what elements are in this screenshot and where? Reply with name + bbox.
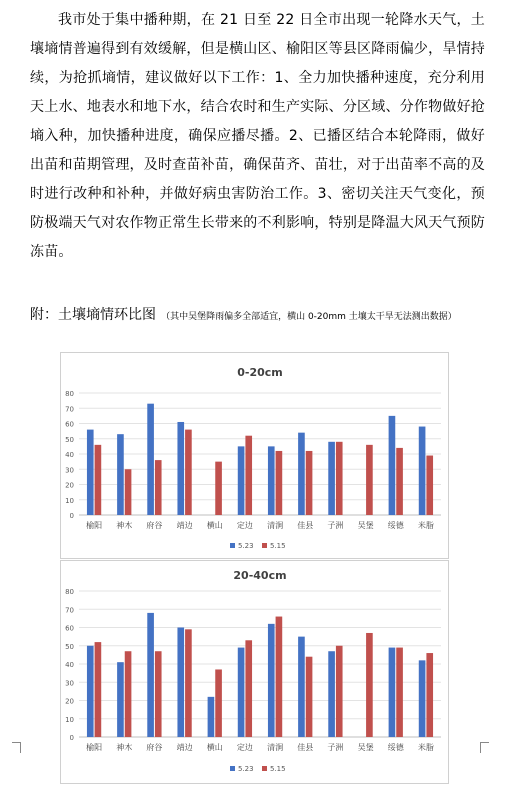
y-tick-label: 20 [65,481,74,490]
bar-5.15-横山 [215,669,222,737]
x-tick-label: 神木 [116,743,133,752]
bar-5.15-吴堡 [366,445,373,515]
legend-label: 5.23 [238,765,254,773]
chart-title: 20-40cm [233,569,287,582]
y-tick-label: 10 [65,715,74,724]
bar-5.23-米脂 [419,427,426,515]
x-tick-label: 绥德 [387,743,404,752]
bar-5.23-佳县 [298,637,305,737]
x-tick-label: 定边 [236,521,253,530]
x-tick-label: 佳县 [297,743,314,752]
x-tick-label: 吴堡 [357,743,374,752]
bar-5.15-定边 [245,436,252,515]
bar-5.15-子洲 [336,646,343,737]
chart-20-40cm [60,560,449,784]
bar-5.23-清涧 [268,446,275,515]
bar-5.23-清涧 [268,624,275,737]
legend-swatch-5.23 [230,543,235,548]
x-tick-label: 清涧 [267,521,284,530]
bar-5.23-定边 [238,446,245,515]
x-tick-label: 府谷 [146,521,163,530]
legend-label: 5.15 [270,542,286,550]
bar-5.23-佳县 [298,433,305,515]
bar-5.15-府谷 [155,651,162,737]
chart-20-40cm-svg [61,561,448,783]
x-tick-label: 米脂 [417,521,434,530]
x-tick-label: 米脂 [417,743,434,752]
bar-5.15-米脂 [426,653,433,737]
y-tick-label: 30 [65,466,74,475]
bar-5.15-绥德 [396,448,403,515]
bar-5.15-佳县 [306,451,313,515]
bar-5.23-绥德 [389,648,396,737]
y-tick-label: 80 [65,390,74,398]
bar-5.15-米脂 [426,456,433,515]
x-tick-label: 佳县 [297,521,314,530]
body-paragraph: 我市处于集中播种期，在 21 日至 22 日全市出现一轮降水天气，土壤墒情普遍得到有效缓解，但是横山区、榆阳区等县区降雨偏少，旱情持续，为抢抓墒情，建议做好以下工作：1、全力加快播种速度，充分利用天上水、地表水和地下水，结合农时和生产实际、分区域、分作物做好抢墒入种，加快播种进度，确保应播尽播。2、已播区结合本轮降雨，做好出苗和苗期管理，及时查苗补苗，确保苗齐、苗壮，对于出苗率不高的及时进行改种和补种，并做好病虫害防治工作。3、密切关注天气变化，预防极端天气对农作物正常生长带来的不利影响，特别是降温大风天气预防冻苗。 [30,12,485,260]
y-tick-label: 0 [69,734,74,742]
annex-note: （其中吴堡降雨偏多全部适宜，横山 0-20mm 土壤太干旱无法测出数据） [161,312,457,322]
bar-5.15-清涧 [276,617,283,737]
x-tick-label: 府谷 [146,743,163,752]
bar-5.15-靖边 [185,629,192,737]
legend-swatch-5.23 [230,766,235,771]
x-tick-label: 横山 [206,743,223,752]
x-tick-label: 子洲 [327,521,344,530]
bar-5.15-清涧 [276,451,283,515]
bar-5.23-靖边 [177,422,184,515]
bar-5.23-靖边 [177,628,184,738]
y-tick-label: 70 [65,606,74,615]
bar-5.23-子洲 [328,651,335,737]
bar-5.15-神木 [125,469,132,515]
y-tick-label: 60 [65,420,74,429]
bar-5.15-子洲 [336,442,343,515]
x-tick-label: 神木 [116,521,133,530]
bar-5.23-绥德 [389,416,396,515]
bar-5.23-子洲 [328,442,335,515]
chart-0-20cm [60,352,449,559]
bar-5.15-榆阳 [95,445,102,515]
bar-5.23-府谷 [147,613,154,737]
bar-5.15-府谷 [155,460,162,515]
y-tick-label: 50 [65,435,74,444]
bar-5.15-靖边 [185,430,192,515]
x-tick-label: 榆阳 [86,521,103,530]
bar-5.23-横山 [208,697,215,737]
x-tick-label: 绥德 [387,521,404,530]
chart-title: 0-20cm [237,366,283,379]
x-tick-label: 清涧 [267,743,284,752]
bar-5.15-定边 [245,640,252,737]
y-tick-label: 40 [65,451,74,459]
x-tick-label: 吴堡 [357,521,374,530]
legend-swatch-5.15 [262,766,267,771]
x-tick-label: 靖边 [176,521,193,530]
bar-5.23-榆阳 [87,646,94,737]
x-tick-label: 横山 [206,521,223,530]
annex-title: 附：土壤墒情环比图 [30,307,156,323]
bar-5.23-米脂 [419,660,426,737]
bar-5.23-定边 [238,648,245,737]
y-tick-label: 0 [69,512,74,520]
x-tick-label: 定边 [236,743,253,752]
bar-5.15-神木 [125,651,132,737]
page-corner-mark-right [480,742,489,752]
bar-5.23-神木 [117,434,124,515]
bar-5.15-佳县 [306,657,313,737]
y-tick-label: 80 [65,588,74,596]
y-tick-label: 10 [65,496,74,505]
y-tick-label: 60 [65,624,74,633]
bar-5.23-神木 [117,662,124,737]
page-corner-mark-left [12,742,21,752]
bar-5.15-横山 [215,462,222,515]
y-tick-label: 40 [65,661,74,669]
legend-swatch-5.15 [262,543,267,548]
bar-5.23-府谷 [147,404,154,515]
y-tick-label: 30 [65,679,74,688]
y-tick-label: 50 [65,642,74,651]
y-tick-label: 20 [65,697,74,706]
legend-label: 5.23 [238,542,254,550]
x-tick-label: 靖边 [176,743,193,752]
y-tick-label: 70 [65,405,74,414]
x-tick-label: 榆阳 [86,743,103,752]
annex-caption [30,305,485,326]
bar-5.15-绥德 [396,648,403,737]
bar-5.23-榆阳 [87,430,94,515]
bar-5.15-榆阳 [95,642,102,737]
legend-label: 5.15 [270,765,286,773]
x-tick-label: 子洲 [327,743,344,752]
bar-5.15-吴堡 [366,633,373,737]
chart-0-20cm-svg [61,353,448,558]
